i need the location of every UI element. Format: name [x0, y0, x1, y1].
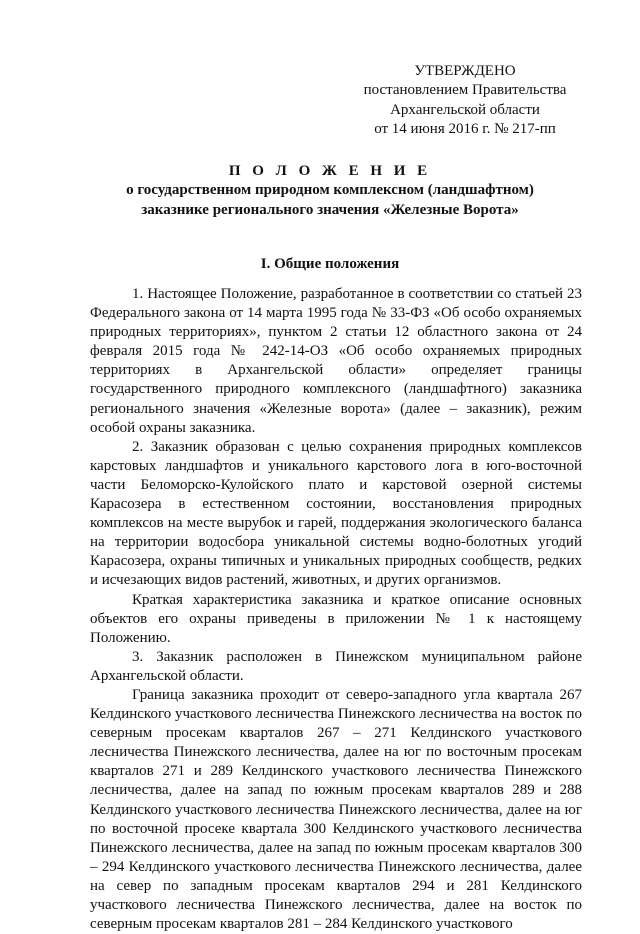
paragraph: 3. Заказник расположен в Пинежском муниципальном районе Архангельской области.: [90, 648, 582, 684]
paragraph: Краткая характеристика заказника и краткое описание основных объектов его охраны приведены в приложении № 1 к настоящему Положению.: [90, 591, 582, 646]
section-heading: I. Общие положения: [260, 256, 400, 272]
approval-authority: постановлением Правительства: [363, 82, 567, 99]
approval-region: Архангельской области: [390, 101, 540, 118]
approval-heading: УТВЕРЖДЕНО: [414, 63, 516, 79]
approval-stamp: [360, 62, 570, 139]
paragraph: Граница заказника проходит от северо-западного угла квартала 267 Келдинского участкового лесничества Пинежского лесничества на восток по северным просекам кварталов 267 – 271 Келдинского участкового лесничества Пинежского лесничества, далее на юг по восточным просекам кварталов 271 и 289 Келдинского участкового лесничества Пинежского лесничества, далее на запад по южным просекам кварталов 289 и 288 Келдинского участкового лесничества Пинежского лесничества, далее на юг по восточной просеке квартала 300 Келдинского участкового лесничества Пинежского лесничества, далее на запад по южным просекам кварталов 300 – 294 Келдинского участкового лесничества Пинежского лесничества, далее на север по западным просекам кварталов 294 и 281 Келдинского участкового лесничества Пинежского лесничества, далее на восток по северным просекам кварталов 281 – 284 Келдинского участкового: [90, 686, 582, 933]
title-heading: П О Л О Ж Е Н И Е: [228, 163, 432, 179]
document-title: [80, 162, 580, 220]
document-body: [90, 285, 582, 934]
paragraph: 2. Заказник образован с целью сохранения природных комплексов карстовых ландшафтов и уникального карстового лога в юго-восточной части Беломорско-Кулойского плато и карстовой озерной системы Карасозера в естественном состоянии, восстановления природных комплексов на месте вырубок и гарей, поддержания экологического баланса на территории водосбора уникальной системы водно-болотных угодий Карасозера, охраны типичных и уникальных природных сообществ, редких и исчезающих видов растений, животных, и других организмов.: [90, 438, 582, 589]
paragraph: 1. Настоящее Положение, разработанное в соответствии со статьей 23 Федерального закона от 14 марта 1995 года № 33-ФЗ «Об особо охраняемых природных территориях», пунктом 2 статьи 12 областного закона от 24 февраля 2015 года № 242-14-ОЗ «Об особо охраняемых природных территориях в Архангельской области» определяет границы государственного природного комплексного (ландшафтного) заказника регионального значения «Железные ворота» (далее – заказник), режим особой охраны заказника.: [90, 286, 582, 436]
title-subject-line-1: о государственном природном комплексном (ландшафтном): [126, 182, 534, 199]
approval-date-number: от 14 июня 2016 г. № 217-пп: [374, 120, 556, 137]
title-subject-line-2: заказнике регионального значения «Железные Ворота»: [141, 201, 519, 218]
